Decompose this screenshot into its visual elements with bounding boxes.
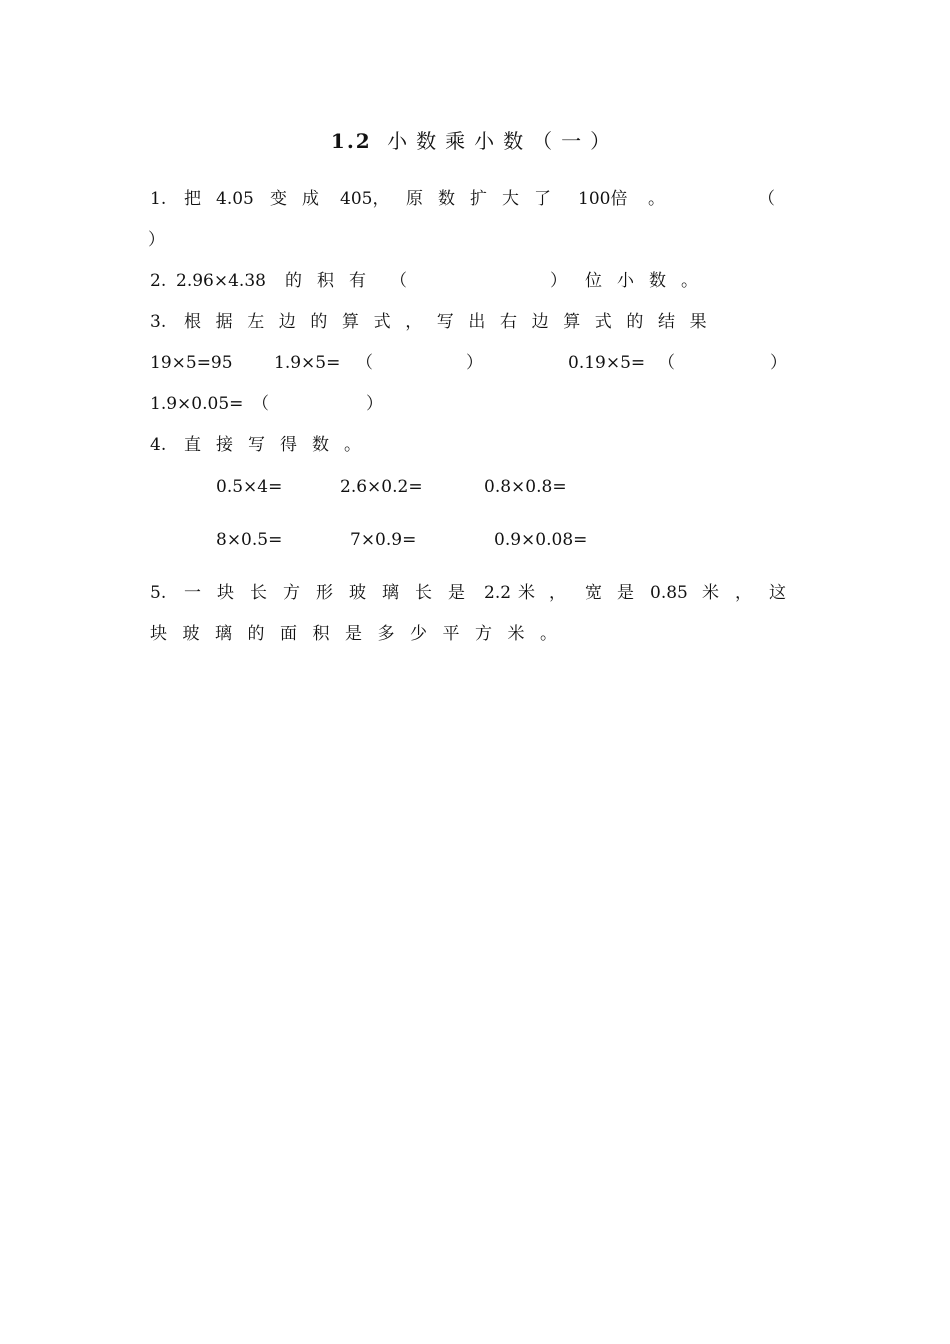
q5-value-a: 2.2 bbox=[484, 583, 512, 603]
page-title bbox=[0, 125, 950, 154]
q5-text-c: 这 bbox=[769, 583, 786, 603]
q1-text-a: 把 bbox=[184, 189, 213, 209]
q4-row2-item-1: 8×0.5= bbox=[216, 530, 283, 550]
q4-label: 4. bbox=[150, 435, 167, 455]
q3-expr-a: 1.9×5= bbox=[274, 353, 341, 373]
q4-text: 直接写得数。 bbox=[184, 435, 376, 455]
q2-expr: 2.96×4.38 bbox=[176, 271, 266, 291]
q5-value-b: 0.85 bbox=[650, 583, 688, 603]
q4-row1-item-3: 0.8×0.8= bbox=[484, 477, 567, 497]
q3-expr-a-paren-close: ） bbox=[466, 353, 483, 373]
title-number: 1.2 bbox=[330, 129, 372, 153]
q1-label: 1. bbox=[150, 189, 167, 209]
q3-expr-b-paren-open: （ bbox=[658, 353, 675, 373]
title-text: 小数乘小数（一） bbox=[387, 129, 620, 153]
q3-expr-a-paren-open: （ bbox=[356, 353, 373, 373]
q1-value-b: 405， bbox=[340, 189, 390, 209]
q3-expr-c-paren-open: （ bbox=[252, 394, 269, 414]
q4-row2-item-2: 7×0.9= bbox=[350, 530, 417, 550]
q1-value-a: 4.05 bbox=[216, 189, 254, 209]
q1-text-b: 变成 bbox=[270, 189, 334, 209]
q3-expr-b-paren-close: ） bbox=[770, 353, 787, 373]
q5-unit-b: 米， bbox=[702, 583, 768, 603]
q5-line2: 块玻璃的面积是多少平方米。 bbox=[150, 624, 573, 644]
q4-row2-item-3: 0.9×0.08= bbox=[494, 530, 588, 550]
q1-text-d: 。 bbox=[648, 189, 665, 209]
q2-label: 2. bbox=[150, 271, 167, 291]
q1-text-c: 原数扩大了 bbox=[406, 189, 566, 209]
q5-text-b: 宽是 bbox=[585, 583, 649, 603]
q5-text-a: 一块长方形玻璃长是 bbox=[184, 583, 481, 603]
q3-text: 根据左边的算式，写出右边算式的结果 bbox=[184, 312, 722, 332]
q2-paren-open: （ bbox=[390, 271, 407, 291]
q5-label: 5. bbox=[150, 583, 167, 603]
q4-row1-item-2: 2.6×0.2= bbox=[340, 477, 423, 497]
q3-given: 19×5=95 bbox=[150, 353, 233, 373]
q4-row1-item-1: 0.5×4= bbox=[216, 477, 283, 497]
q2-paren-close: ） bbox=[550, 271, 567, 291]
q1-value-c: 100倍 bbox=[578, 189, 628, 209]
q3-expr-c: 1.9×0.05= bbox=[150, 394, 244, 414]
q1-paren-close: ） bbox=[148, 230, 165, 250]
q3-label: 3. bbox=[150, 312, 167, 332]
q3-expr-c-paren-close: ） bbox=[366, 394, 383, 414]
q1-paren-open: （ bbox=[758, 189, 775, 209]
q2-text-b: 位小数。 bbox=[585, 271, 713, 291]
q2-text-a: 的积有 bbox=[285, 271, 381, 291]
q5-unit-a: 米， bbox=[518, 583, 580, 603]
q3-expr-b: 0.19×5= bbox=[568, 353, 646, 373]
